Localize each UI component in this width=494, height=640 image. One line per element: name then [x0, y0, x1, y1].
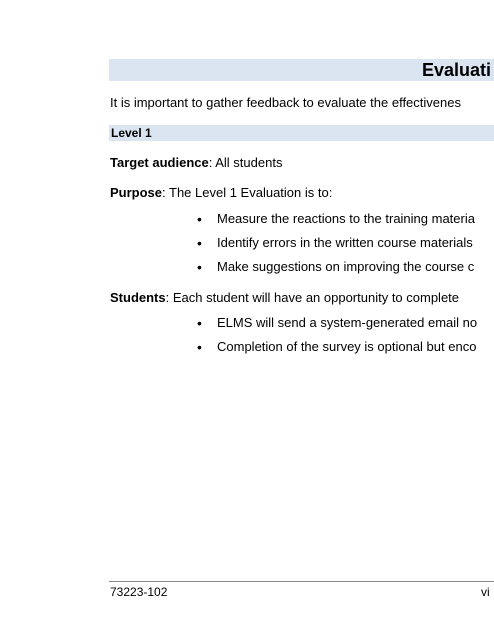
intro-paragraph: It is important to gather feedback to evaluate the effectivenes: [110, 95, 461, 110]
bullet-icon: •: [197, 339, 202, 355]
students-text: : Each student will have an opportunity to complete: [165, 290, 460, 305]
bullet-icon: •: [197, 259, 202, 275]
purpose-text: : The Level 1 Evaluation is to:: [162, 185, 333, 200]
target-audience-label: Target audience: [110, 155, 209, 170]
target-audience-line: [110, 155, 282, 171]
bullet-icon: •: [197, 211, 202, 227]
students-line: [110, 290, 459, 306]
list-item-text: Identify errors in the written course materials: [217, 235, 473, 250]
purpose-label: Purpose: [110, 185, 163, 200]
footer-document-number: 73223-102: [110, 585, 168, 599]
footer-page-number: vi: [481, 585, 490, 599]
page-title: Evaluati: [422, 60, 492, 80]
bullet-icon: •: [197, 315, 202, 331]
list-item-text: Make suggestions on improving the course c: [217, 259, 475, 274]
title-bar: [109, 59, 494, 81]
purpose-line: [110, 185, 332, 201]
bullet-icon: •: [197, 235, 202, 251]
section-heading-bar: [109, 125, 494, 141]
target-audience-text: : All students: [208, 155, 283, 170]
list-item-text: Measure the reactions to the training materia: [217, 211, 475, 226]
section-heading: Level 1: [111, 126, 152, 140]
students-label: Students: [110, 290, 166, 305]
list-item-text: Completion of the survey is optional but enco: [217, 339, 477, 354]
footer-divider: [109, 581, 494, 582]
list-item-text: ELMS will send a system-generated email no: [217, 315, 478, 330]
